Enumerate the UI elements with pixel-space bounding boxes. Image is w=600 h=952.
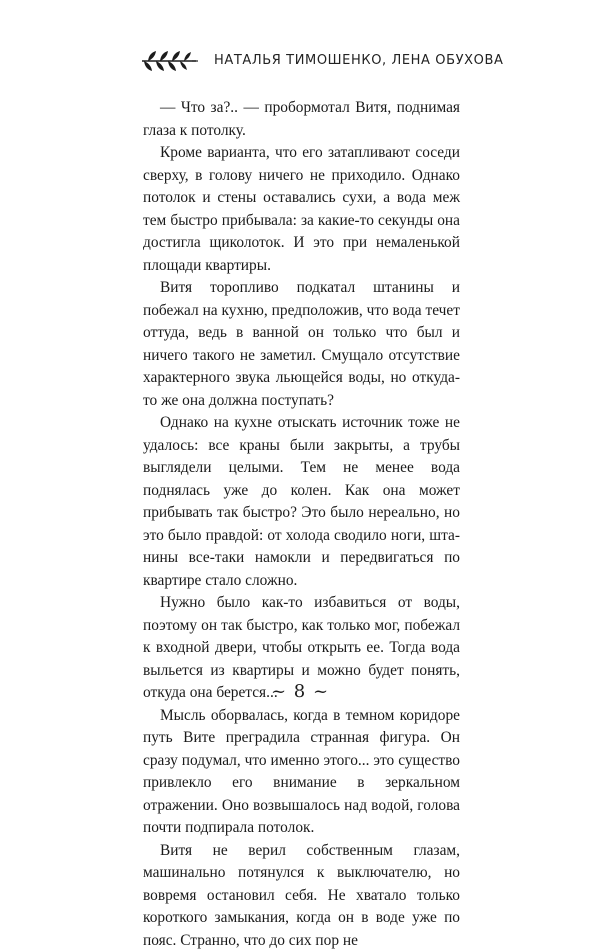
- body-text: [143, 97, 460, 952]
- paragraph: Мысль оборвалась, когда в темном коридоре путь Вите преградила странная фигура. Он сразу подумал, что именно этого... это существо привлекло его внимание в зеркальном отражении. Оно возвышалось над водой, голова почти подпирала потолок.: [143, 705, 460, 840]
- paragraph: Кроме варианта, что его затапливают соседи сверху, в голову ничего не приходило. Однако потолок и стены оставались сухи, а вода меж тем быстро прибывала: за какие-то секунды она достигла щиколоток. И это при немаленькой площади квартиры.: [143, 142, 460, 277]
- page-number: ~ 8 ~: [0, 681, 600, 702]
- running-header: [140, 44, 460, 78]
- paragraph: — Что за?.. — пробормотал Витя, поднимая глаза к потолку.: [143, 97, 460, 142]
- paragraph: Нужно было как-то избавиться от воды, поэтому он так быстро, как только мог, побежал к входной двери, чтобы открыть ее. Тогда вода выльется из квартиры и можно будет понять, откуда она берется...: [143, 592, 460, 705]
- paragraph: Витя не верил собственным глазам, машинально потянулся к выключателю, но вовремя остановил себя. Не хватало только короткого замыкания, когда он в воде уже по пояс. Странно, что до сих пор не: [143, 840, 460, 952]
- paragraph: Витя торопливо подкатал штанины и побежал на кухню, предположив, что вода течет оттуда, ведь в ванной он только что был и ничего такого не заметил. Смущало отсутствие характерного звука льющейся воды, но откуда-то же она должна поступать?: [143, 277, 460, 412]
- laurel-branch-icon: [140, 48, 198, 74]
- running-head-authors: НАТАЛЬЯ ТИМОШЕНКО, ЛЕНА ОБУХОВА: [214, 53, 504, 68]
- paragraph: Однако на кухне отыскать источник тоже не удалось: все краны были закрыты, а трубы выглядели целыми. Тем не менее вода поднялась уже до колен. Как она может прибывать так быстро? Это было нереально, но это было правдой: от холода сводило ноги, штанины все-таки намокли и передвигаться по квартире стало сложно.: [143, 412, 460, 592]
